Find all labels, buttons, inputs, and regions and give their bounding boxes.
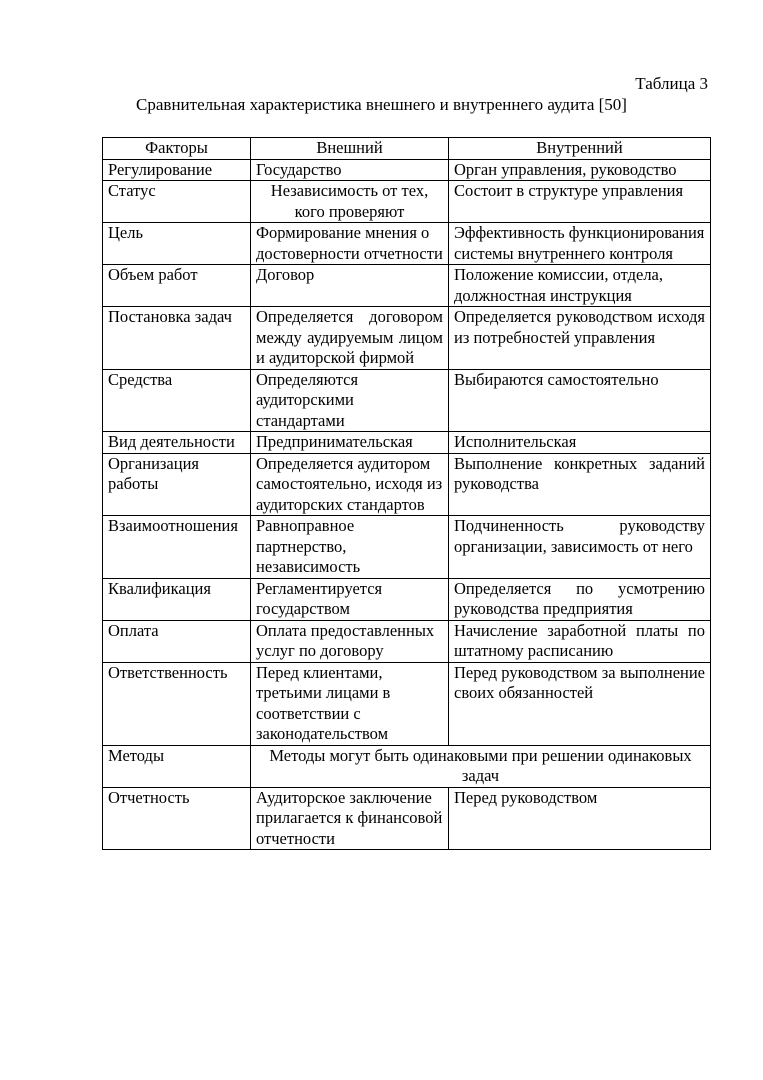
factor-cell: Отчетность [103, 787, 251, 850]
internal-cell: Состоит в структуре управления [449, 181, 711, 223]
table-row [103, 745, 711, 787]
factor-cell: Статус [103, 181, 251, 223]
internal-cell: Перед руководством за выполнение своих обязанностей [449, 662, 711, 745]
internal-cell: Определяется по усмотрению руководства предприятия [449, 578, 711, 620]
factor-cell: Организация работы [103, 453, 251, 516]
table-row [103, 453, 711, 516]
internal-cell: Исполнительская [449, 432, 711, 454]
merged-cell: Методы могут быть одинаковыми при решении одинаковых задач [251, 745, 711, 787]
table-row [103, 369, 711, 432]
table-row [103, 432, 711, 454]
header-factors: Факторы [103, 138, 251, 160]
comparison-table [102, 137, 711, 850]
factor-cell: Ответственность [103, 662, 251, 745]
table-caption: Сравнительная характеристика внешнего и внутреннего аудита [50] [136, 95, 627, 114]
header-internal: Внутренний [449, 138, 711, 160]
external-cell: Формирование мнения о достоверности отчетности [251, 223, 449, 265]
internal-cell: Положение комиссии, отдела, должностная инструкция [449, 265, 711, 307]
factor-cell: Оплата [103, 620, 251, 662]
factor-cell: Вид деятельности [103, 432, 251, 454]
external-cell: Аудиторское заключение прилагается к финансовой отчетности [251, 787, 449, 850]
table-number: Таблица 3 [635, 74, 708, 93]
external-cell: Перед клиентами, третьими лицами в соответствии с законодательством [251, 662, 449, 745]
internal-cell: Выполнение конкретных заданий руководства [449, 453, 711, 516]
factor-cell: Объем работ [103, 265, 251, 307]
internal-cell: Эффективность функционирования системы внутреннего контроля [449, 223, 711, 265]
internal-cell: Орган управления, руководство [449, 159, 711, 181]
external-cell: Определяются аудиторскими стандартами [251, 369, 449, 432]
external-cell: Регламентируется государством [251, 578, 449, 620]
table-row [103, 223, 711, 265]
table-row [103, 159, 711, 181]
external-cell: Независимость от тех, кого проверяют [251, 181, 449, 223]
factor-cell: Средства [103, 369, 251, 432]
external-cell: Равноправное партнерство, независимость [251, 516, 449, 579]
external-cell: Предпринимательская [251, 432, 449, 454]
internal-cell: Определяется руководством исходя из потребностей управления [449, 307, 711, 370]
factor-cell: Квалификация [103, 578, 251, 620]
factor-cell: Регулирование [103, 159, 251, 181]
external-cell: Государство [251, 159, 449, 181]
factor-cell: Методы [103, 745, 251, 787]
table-row [103, 181, 711, 223]
factor-cell: Взаимоотношения [103, 516, 251, 579]
internal-cell: Перед руководством [449, 787, 711, 850]
factor-cell: Постановка задач [103, 307, 251, 370]
header-external: Внешний [251, 138, 449, 160]
external-cell: Оплата предоставленных услуг по договору [251, 620, 449, 662]
table-row [103, 787, 711, 850]
external-cell: Определяется аудитором самостоятельно, исходя из аудиторских стандартов [251, 453, 449, 516]
internal-cell: Начисление заработной платы по штатному расписанию [449, 620, 711, 662]
table-row [103, 307, 711, 370]
internal-cell: Выбираются самостоятельно [449, 369, 711, 432]
table-row [103, 578, 711, 620]
table-row [103, 265, 711, 307]
table-row [103, 620, 711, 662]
table-row [103, 662, 711, 745]
internal-cell: Подчиненность руководству организации, зависимость от него [449, 516, 711, 579]
external-cell: Определяется договором между аудируемым лицом и аудиторской фирмой [251, 307, 449, 370]
factor-cell: Цель [103, 223, 251, 265]
table-row [103, 516, 711, 579]
table-header-row [103, 138, 711, 160]
external-cell: Договор [251, 265, 449, 307]
